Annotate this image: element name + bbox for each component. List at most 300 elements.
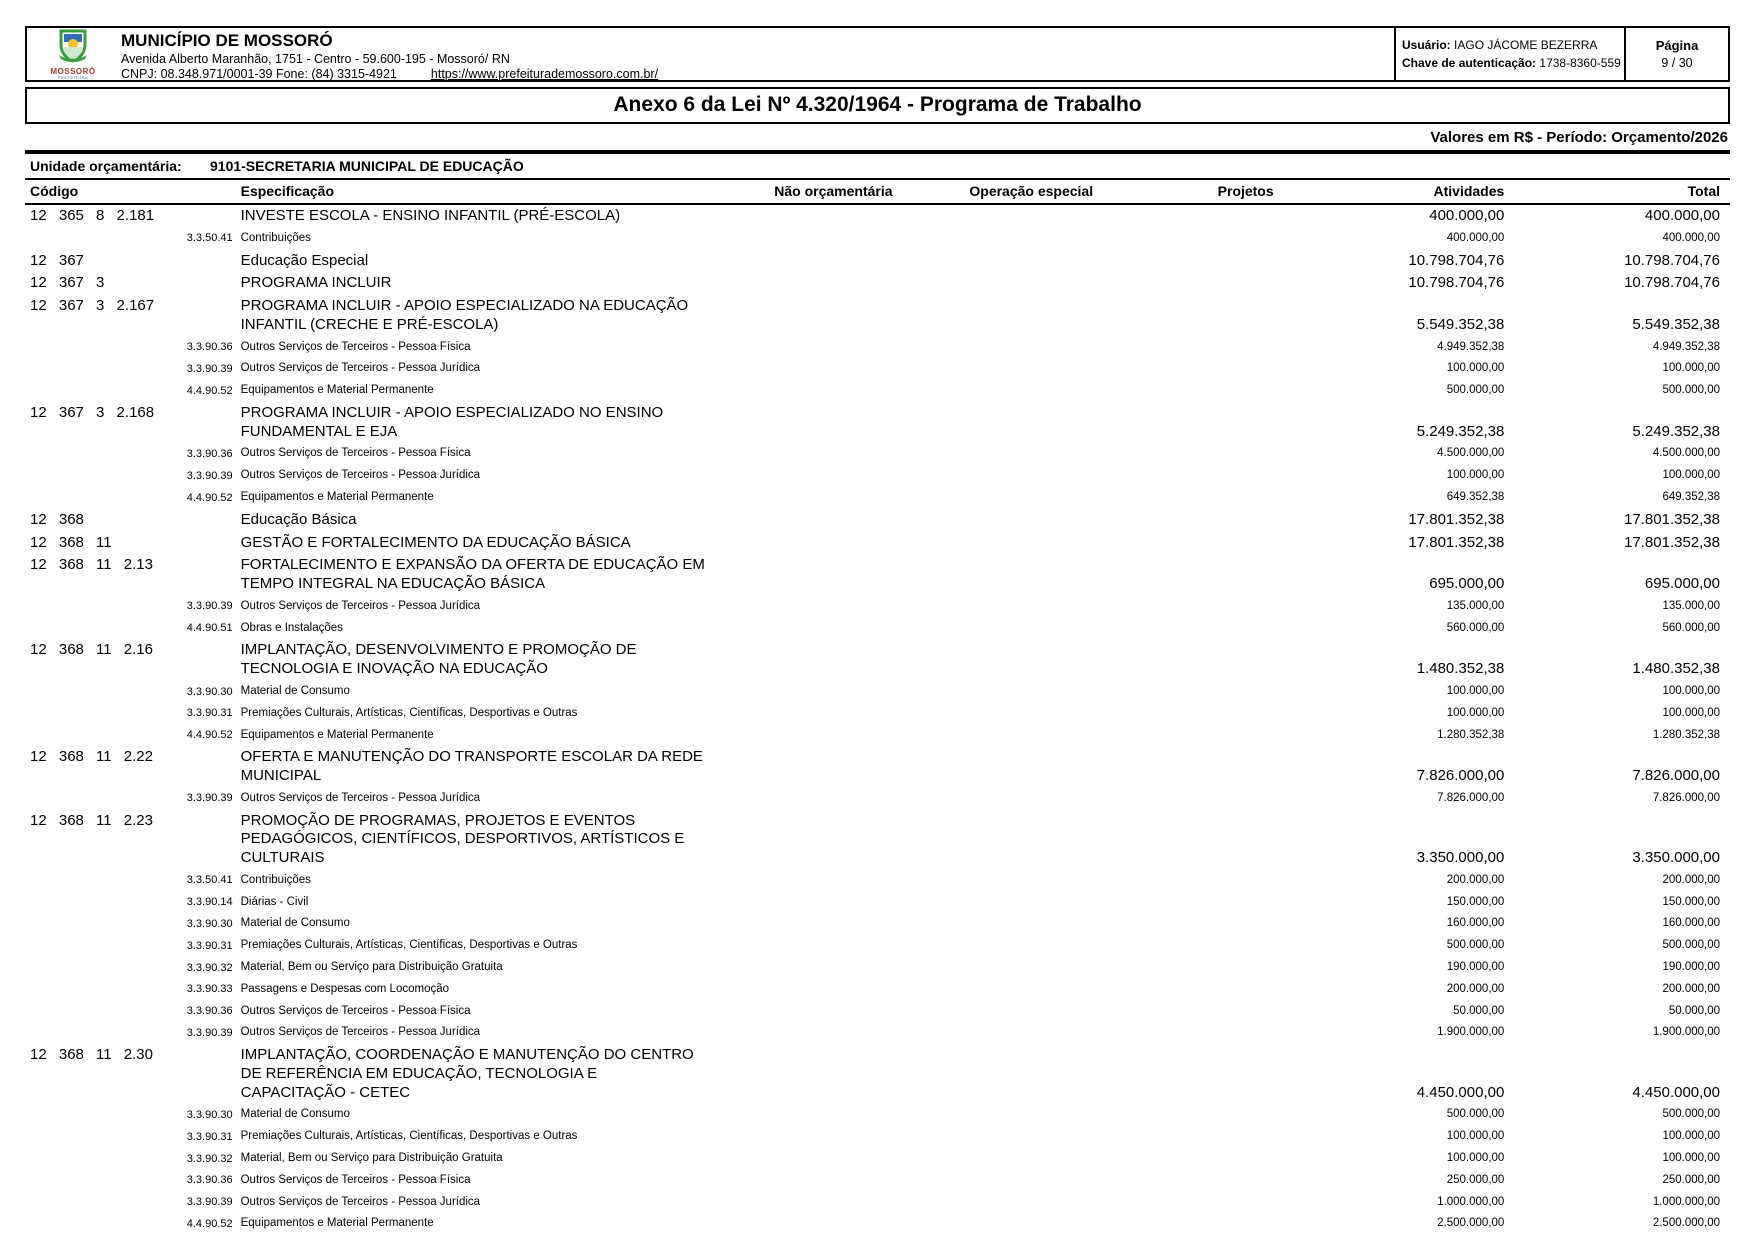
column-header-codigo: Código <box>25 180 236 204</box>
cell-total: 695.000,00 <box>1644 575 1720 593</box>
cell-ativ: 4.949.352,38 <box>1437 340 1505 353</box>
expense-element-row <box>25 788 1730 810</box>
expense-element-row <box>25 465 1730 487</box>
cell-nao <box>707 1001 903 1023</box>
cell-espec: Outros Serviços de Terceiros - Pessoa Física <box>240 447 471 460</box>
cell-oper <box>903 272 1104 295</box>
cell-total: 500.000,00 <box>1662 1108 1720 1121</box>
cell-oper <box>903 228 1104 250</box>
cell-codigo: 4.4.90.52 <box>186 384 233 397</box>
cell-total: 500.000,00 <box>1662 384 1720 397</box>
cell-ativ: 100.000,00 <box>1446 1130 1505 1143</box>
cell-ativ: 3.350.000,00 <box>1416 849 1505 867</box>
cell-oper <box>903 554 1104 596</box>
cell-espec: Outros Serviços de Terceiros - Pessoa Jurídica <box>240 362 481 375</box>
cell-codigo: 3.3.90.39 <box>186 792 233 805</box>
cell-codigo: 12 368 11 2.23 <box>30 811 153 829</box>
cell-oper <box>903 810 1104 870</box>
expense-element-row <box>25 1148 1730 1170</box>
cell-total: 500.000,00 <box>1662 939 1720 952</box>
cell-codigo: 12 367 <box>30 251 84 269</box>
cell-codigo: 3.3.50.41 <box>186 232 233 245</box>
cell-nao <box>707 295 903 337</box>
cell-codigo: 12 368 11 2.22 <box>30 748 153 766</box>
expense-element-row <box>25 870 1730 892</box>
cell-total: 1.280.352,38 <box>1652 728 1720 741</box>
user-label: Usuário: <box>1402 38 1451 52</box>
cell-nao <box>707 358 903 380</box>
program-row <box>25 554 1730 596</box>
column-header-operacao-especial: Operação especial <box>903 180 1104 204</box>
cell-espec: Equipamentos e Material Permanente <box>240 728 434 741</box>
cell-oper <box>903 870 1104 892</box>
cell-oper <box>903 1148 1104 1170</box>
cell-ativ: 7.826.000,00 <box>1416 767 1505 785</box>
cell-espec: Contribuições <box>240 873 311 886</box>
expense-element-row <box>25 892 1730 914</box>
expense-element-row <box>25 1104 1730 1126</box>
cell-ativ: 100.000,00 <box>1446 1152 1505 1165</box>
cell-codigo: 12 368 11 2.30 <box>30 1046 153 1064</box>
cell-total: 649.352,38 <box>1662 491 1720 504</box>
cell-proj <box>1103 532 1284 555</box>
cell-espec: Educação Básica <box>240 510 357 528</box>
cell-oper <box>903 358 1104 380</box>
cell-total: 17.801.352,38 <box>1624 510 1720 528</box>
cell-nao <box>707 337 903 359</box>
cell-total: 10.798.704,76 <box>1624 274 1720 292</box>
expense-element-row <box>25 703 1730 725</box>
cell-total: 100.000,00 <box>1662 706 1720 719</box>
cell-total: 5.249.352,38 <box>1632 422 1720 440</box>
program-row <box>25 532 1730 555</box>
cell-proj <box>1103 935 1284 957</box>
cell-codigo: 3.3.50.41 <box>186 874 233 887</box>
cell-codigo: 3.3.90.31 <box>186 707 233 720</box>
cell-nao <box>707 913 903 935</box>
cell-nao <box>707 618 903 640</box>
cell-espec: Equipamentos e Material Permanente <box>240 491 434 504</box>
cell-total: 5.549.352,38 <box>1632 315 1720 333</box>
cell-nao <box>707 554 903 596</box>
cell-total: 100.000,00 <box>1662 1152 1720 1165</box>
cell-nao <box>707 402 903 444</box>
cell-nao <box>707 509 903 532</box>
cell-nao <box>707 596 903 618</box>
cell-oper <box>903 681 1104 703</box>
cell-codigo: 12 368 <box>30 510 84 528</box>
report-subtitle: Valores em R$ - Período: Orçamento/2026 <box>25 124 1730 154</box>
expense-element-row <box>25 487 1730 509</box>
cell-proj <box>1103 639 1284 681</box>
column-header-nao-orcamentaria: Não orçamentária <box>707 180 903 204</box>
cell-ativ: 1.280.352,38 <box>1437 728 1505 741</box>
program-row <box>25 1044 1730 1104</box>
cell-codigo: 3.3.90.39 <box>186 600 233 613</box>
cell-proj <box>1103 1126 1284 1148</box>
cell-total: 1.480.352,38 <box>1632 660 1720 678</box>
expense-element-row <box>25 1001 1730 1023</box>
cell-proj <box>1103 979 1284 1001</box>
cell-ativ: 190.000,00 <box>1446 961 1505 974</box>
cell-ativ: 10.798.704,76 <box>1408 251 1505 269</box>
cell-ativ: 400.000,00 <box>1429 207 1505 224</box>
cell-espec: IMPLANTAÇÃO, DESENVOLVIMENTO E PROMOÇÃO DE TECNOLOGIA E INOVAÇÃO NA EDUCAÇÃO <box>240 641 637 678</box>
program-row <box>25 295 1730 337</box>
cell-codigo: 4.4.90.52 <box>186 729 233 742</box>
cell-codigo: 3.3.90.33 <box>186 983 233 996</box>
cell-proj <box>1103 554 1284 596</box>
cell-proj <box>1103 957 1284 979</box>
cell-codigo: 3.3.90.30 <box>186 1109 233 1122</box>
cell-codigo: 3.3.90.30 <box>186 685 233 698</box>
cell-codigo: 12 365 8 2.181 <box>30 207 155 224</box>
cell-ativ: 17.801.352,38 <box>1408 533 1505 551</box>
cell-proj <box>1103 810 1284 870</box>
cell-nao <box>707 250 903 273</box>
cell-ativ: 400.000,00 <box>1446 231 1505 244</box>
column-header-total: Total <box>1514 180 1730 204</box>
program-row <box>25 272 1730 295</box>
table-header-row <box>25 180 1730 204</box>
municipality-name: MUNICÍPIO DE MOSSORÓ <box>121 31 333 50</box>
cell-nao <box>707 1170 903 1192</box>
cell-ativ: 2.500.000,00 <box>1437 1217 1505 1230</box>
cell-oper <box>903 1044 1104 1104</box>
cell-total: 400.000,00 <box>1662 231 1720 244</box>
cell-codigo: 4.4.90.51 <box>186 622 233 635</box>
cell-ativ: 100.000,00 <box>1446 362 1505 375</box>
report-header <box>25 26 1730 82</box>
cell-total: 560.000,00 <box>1662 621 1720 634</box>
cell-total: 1.900.000,00 <box>1652 1026 1720 1039</box>
cell-ativ: 7.826.000,00 <box>1437 791 1505 804</box>
cell-codigo: 12 367 3 <box>30 274 105 292</box>
cell-oper <box>903 380 1104 402</box>
cell-espec: Premiações Culturais, Artísticas, Científicas, Desportivas e Outras <box>240 706 578 719</box>
cell-proj <box>1103 1044 1284 1104</box>
cell-nao <box>707 892 903 914</box>
expense-element-row <box>25 596 1730 618</box>
cell-espec: Material de Consumo <box>240 684 350 697</box>
cell-nao <box>707 1192 903 1214</box>
cell-oper <box>903 703 1104 725</box>
cell-proj <box>1103 1022 1284 1044</box>
cell-oper <box>903 250 1104 273</box>
cell-codigo: 3.3.90.32 <box>186 961 233 974</box>
cell-ativ: 4.500.000,00 <box>1437 447 1505 460</box>
cell-ativ: 1.000.000,00 <box>1437 1195 1505 1208</box>
auth-label: Chave de autenticação: <box>1402 56 1537 70</box>
cell-oper <box>903 402 1104 444</box>
cell-proj <box>1103 725 1284 747</box>
program-row <box>25 402 1730 444</box>
program-row <box>25 746 1730 788</box>
cell-codigo: 4.4.90.52 <box>186 1218 233 1231</box>
cell-proj <box>1103 337 1284 359</box>
website-link[interactable]: https://www.prefeiturademossoro.com.br/ <box>430 66 659 81</box>
cell-oper <box>903 788 1104 810</box>
cell-espec: Obras e Instalações <box>240 621 343 634</box>
cell-codigo: 3.3.90.39 <box>186 362 233 375</box>
cell-nao <box>707 204 903 228</box>
cell-oper <box>903 1126 1104 1148</box>
cell-total: 2.500.000,00 <box>1652 1217 1720 1230</box>
cell-proj <box>1103 1213 1284 1235</box>
cell-proj <box>1103 465 1284 487</box>
cell-espec: Premiações Culturais, Artísticas, Científicas, Desportivas e Outras <box>240 939 578 952</box>
cell-ativ: 560.000,00 <box>1446 621 1505 634</box>
cell-ativ: 500.000,00 <box>1446 384 1505 397</box>
expense-element-row <box>25 957 1730 979</box>
cell-oper <box>903 465 1104 487</box>
cell-proj <box>1103 618 1284 640</box>
program-row <box>25 204 1730 228</box>
cell-nao <box>707 788 903 810</box>
cell-oper <box>903 957 1104 979</box>
cell-codigo: 3.3.90.36 <box>186 341 233 354</box>
cell-espec: Outros Serviços de Terceiros - Pessoa Jurídica <box>240 791 481 804</box>
cell-total: 135.000,00 <box>1662 599 1720 612</box>
budget-unit-row <box>25 154 1730 180</box>
cell-ativ: 100.000,00 <box>1446 706 1505 719</box>
cell-proj <box>1103 703 1284 725</box>
cell-proj <box>1103 204 1284 228</box>
cell-codigo: 3.3.90.39 <box>186 1027 233 1040</box>
cell-oper <box>903 509 1104 532</box>
cell-total: 160.000,00 <box>1662 917 1720 930</box>
cell-nao <box>707 1213 903 1235</box>
cell-total: 4.450.000,00 <box>1632 1083 1720 1101</box>
cell-nao <box>707 935 903 957</box>
program-row <box>25 509 1730 532</box>
cell-nao <box>707 1126 903 1148</box>
cell-nao <box>707 443 903 465</box>
cell-codigo: 3.3.90.31 <box>186 939 233 952</box>
cell-espec: FORTALECIMENTO E EXPANSÃO DA OFERTA DE EDUCAÇÃO EM TEMPO INTEGRAL NA EDUCAÇÃO BÁSICA <box>240 556 705 593</box>
cell-espec: Outros Serviços de Terceiros - Pessoa Jurídica <box>240 1026 481 1039</box>
cell-total: 4.500.000,00 <box>1652 447 1720 460</box>
expense-element-row <box>25 725 1730 747</box>
cell-espec: PROMOÇÃO DE PROGRAMAS, PROJETOS E EVENTOS PEDAGÓGICOS, CIENTÍFICOS, DESPORTIVOS, ARTÍSTICOS E CULTURAIS <box>240 811 685 867</box>
cell-oper <box>903 487 1104 509</box>
cell-total: 17.801.352,38 <box>1624 533 1720 551</box>
cell-espec: INVESTE ESCOLA - ENSINO INFANTIL (PRÉ-ESCOLA) <box>240 207 621 224</box>
column-header-especificacao: Especificação <box>236 180 707 204</box>
cell-oper <box>903 618 1104 640</box>
cell-espec: Material, Bem ou Serviço para Distribuição Gratuita <box>240 961 503 974</box>
cell-espec: Material de Consumo <box>240 1108 350 1121</box>
page-number: 9 / 30 <box>1661 56 1693 70</box>
expense-element-row <box>25 228 1730 250</box>
cell-proj <box>1103 1192 1284 1214</box>
program-row <box>25 639 1730 681</box>
cell-total: 1.000.000,00 <box>1652 1195 1720 1208</box>
cell-ativ: 500.000,00 <box>1446 939 1505 952</box>
cell-ativ: 135.000,00 <box>1446 599 1505 612</box>
expense-element-row <box>25 380 1730 402</box>
cell-total: 100.000,00 <box>1662 362 1720 375</box>
cell-nao <box>707 957 903 979</box>
expense-element-row <box>25 935 1730 957</box>
cell-ativ: 150.000,00 <box>1446 895 1505 908</box>
cell-nao <box>707 532 903 555</box>
page-number-cell <box>1624 28 1728 80</box>
cell-codigo: 3.3.90.31 <box>186 1130 233 1143</box>
cell-oper <box>903 532 1104 555</box>
expense-element-row <box>25 681 1730 703</box>
cell-proj <box>1103 1170 1284 1192</box>
cell-espec: GESTÃO E FORTALECIMENTO DA EDUCAÇÃO BÁSICA <box>240 533 631 551</box>
cell-ativ: 200.000,00 <box>1446 873 1505 886</box>
cell-oper <box>903 1104 1104 1126</box>
municipality-info <box>119 28 1394 80</box>
cell-total: 190.000,00 <box>1662 961 1720 974</box>
cell-proj <box>1103 681 1284 703</box>
cell-total: 200.000,00 <box>1662 873 1720 886</box>
crest-icon <box>53 29 93 63</box>
cell-nao <box>707 1022 903 1044</box>
cell-espec: Equipamentos e Material Permanente <box>240 1217 434 1230</box>
cell-oper <box>903 596 1104 618</box>
cell-nao <box>707 639 903 681</box>
cell-ativ: 50.000,00 <box>1453 1004 1505 1017</box>
cell-ativ: 649.352,38 <box>1446 491 1505 504</box>
cell-oper <box>903 639 1104 681</box>
page-label: Página <box>1655 38 1699 53</box>
expense-element-row <box>25 618 1730 640</box>
cell-codigo: 12 368 11 2.16 <box>30 641 153 659</box>
auth-line <box>1402 56 1621 70</box>
table-body <box>25 204 1730 1235</box>
logo-subtext: PREFEITURA <box>57 74 89 80</box>
cell-codigo: 12 368 11 2.13 <box>30 556 153 574</box>
cell-espec: Outros Serviços de Terceiros - Pessoa Física <box>240 1004 471 1017</box>
cell-total: 7.826.000,00 <box>1632 767 1720 785</box>
cell-total: 100.000,00 <box>1662 469 1720 482</box>
cell-espec: OFERTA E MANUTENÇÃO DO TRANSPORTE ESCOLAR DA REDE MUNICIPAL <box>240 748 703 785</box>
expense-element-row <box>25 979 1730 1001</box>
cell-total: 150.000,00 <box>1662 895 1720 908</box>
cell-codigo: 4.4.90.52 <box>186 491 233 504</box>
report-title: Anexo 6 da Lei Nº 4.320/1964 - Programa de Trabalho <box>25 87 1730 124</box>
logo-cell <box>27 28 119 80</box>
cell-ativ: 5.549.352,38 <box>1416 315 1505 333</box>
column-header-projetos: Projetos <box>1103 180 1284 204</box>
expense-element-row <box>25 913 1730 935</box>
budget-unit-value: 9101-SECRETARIA MUNICIPAL DE EDUCAÇÃO <box>210 158 524 174</box>
user-value: IAGO JÁCOME BEZERRA <box>1454 38 1598 52</box>
expense-element-row <box>25 1170 1730 1192</box>
cell-oper <box>903 746 1104 788</box>
cell-espec: PROGRAMA INCLUIR - APOIO ESPECIALIZADO NA EDUCAÇÃO INFANTIL (CRECHE E PRÉ-ESCOLA) <box>240 297 689 333</box>
cell-proj <box>1103 596 1284 618</box>
cell-nao <box>707 870 903 892</box>
cell-ativ: 1.480.352,38 <box>1416 660 1505 678</box>
cell-oper <box>903 295 1104 337</box>
cell-espec: PROGRAMA INCLUIR - APOIO ESPECIALIZADO NO ENSINO FUNDAMENTAL E EJA <box>240 403 664 440</box>
cell-codigo: 12 367 3 2.167 <box>30 297 155 315</box>
cell-ativ: 4.450.000,00 <box>1416 1083 1505 1101</box>
cell-ativ: 500.000,00 <box>1446 1108 1505 1121</box>
cell-proj <box>1103 509 1284 532</box>
cell-proj <box>1103 1148 1284 1170</box>
user-line <box>1402 38 1618 52</box>
cell-nao <box>707 746 903 788</box>
cell-oper <box>903 1192 1104 1214</box>
column-header-atividades: Atividades <box>1284 180 1515 204</box>
cell-espec: Outros Serviços de Terceiros - Pessoa Física <box>240 1173 471 1186</box>
cell-proj <box>1103 358 1284 380</box>
cell-codigo: 3.3.90.36 <box>186 1005 233 1018</box>
cell-codigo: 3.3.90.39 <box>186 1196 233 1209</box>
cell-total: 3.350.000,00 <box>1632 849 1720 867</box>
cell-ativ: 200.000,00 <box>1446 982 1505 995</box>
municipality-cnpj-line <box>121 67 1394 81</box>
cell-nao <box>707 703 903 725</box>
cell-espec: Equipamentos e Material Permanente <box>240 384 434 397</box>
expense-element-row <box>25 1126 1730 1148</box>
municipality-address: Avenida Alberto Maranhão, 1751 - Centro - 59.600-195 - Mossoró/ RN <box>121 51 510 66</box>
cell-oper <box>903 1001 1104 1023</box>
cell-total: 200.000,00 <box>1662 982 1720 995</box>
cell-codigo: 3.3.90.36 <box>186 1174 233 1187</box>
cell-ativ: 17.801.352,38 <box>1408 510 1505 528</box>
cell-nao <box>707 465 903 487</box>
cell-codigo: 12 367 3 2.168 <box>30 403 155 421</box>
program-row <box>25 810 1730 870</box>
cell-proj <box>1103 487 1284 509</box>
cell-proj <box>1103 295 1284 337</box>
cell-oper <box>903 337 1104 359</box>
cell-espec: Premiações Culturais, Artísticas, Científicas, Desportivas e Outras <box>240 1130 578 1143</box>
cell-total: 100.000,00 <box>1662 1130 1720 1143</box>
cell-nao <box>707 979 903 1001</box>
cell-proj <box>1103 443 1284 465</box>
cell-nao <box>707 681 903 703</box>
auth-value: 1738-8360-559 <box>1539 56 1621 70</box>
cell-espec: Diárias - Civil <box>240 895 309 908</box>
cell-nao <box>707 380 903 402</box>
cell-proj <box>1103 272 1284 295</box>
cell-nao <box>707 487 903 509</box>
cell-nao <box>707 228 903 250</box>
cell-oper <box>903 1170 1104 1192</box>
cell-total: 50.000,00 <box>1668 1004 1720 1017</box>
cell-oper <box>903 1213 1104 1235</box>
cell-oper <box>903 979 1104 1001</box>
cell-ativ: 100.000,00 <box>1446 684 1505 697</box>
cell-nao <box>707 1104 903 1126</box>
program-of-work-table <box>25 180 1730 1235</box>
cell-proj <box>1103 228 1284 250</box>
expense-element-row <box>25 337 1730 359</box>
logo-text: MOSSORÓ <box>50 66 96 76</box>
expense-element-row <box>25 443 1730 465</box>
expense-element-row <box>25 358 1730 380</box>
cell-nao <box>707 272 903 295</box>
cell-proj <box>1103 892 1284 914</box>
cell-proj <box>1103 1001 1284 1023</box>
cell-proj <box>1103 380 1284 402</box>
cell-espec: Material, Bem ou Serviço para Distribuição Gratuita <box>240 1152 503 1165</box>
cell-oper <box>903 913 1104 935</box>
cell-oper <box>903 725 1104 747</box>
cell-ativ: 1.900.000,00 <box>1437 1026 1505 1039</box>
cell-proj <box>1103 402 1284 444</box>
cell-codigo: 3.3.90.36 <box>186 448 233 461</box>
cell-total: 400.000,00 <box>1644 207 1720 224</box>
